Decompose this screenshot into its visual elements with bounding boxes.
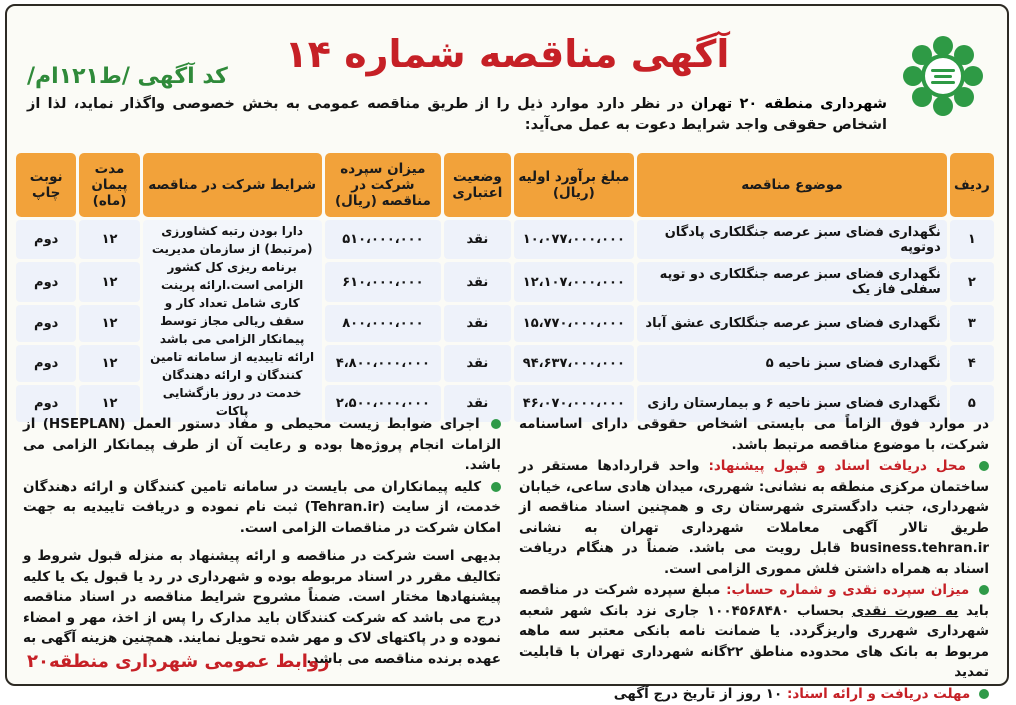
terms-paragraph: بدیهی است شرکت در مناقصه و ارائه پیشنهاد به منزله قبول شروط و تکالیف مقرر در اسناد مربوطه بوده و شهرداری در رد یا قبول یک یا کلیه پیشنهادها مختار است. ضمناً مشروح شرایط مناقصه در اسناد مناقصه درج می باشد که شرکت کنندگان باید مدارک را پس از اخذ، مهر و امضاء نموده و در پاکتهای لاک و مهر شده تحویل نمایند. همچنین هزینه آگهی به عهده برنده مناقصه می باشد.: [23, 548, 501, 667]
cell-duration: ۱۲: [79, 220, 139, 259]
cell-print: دوم: [16, 305, 76, 342]
document-location-label: محل دریافت اسناد و قبول پیشنهاد:: [708, 458, 967, 474]
cell-credit: نقد: [444, 345, 510, 382]
cell-duration: ۱۲: [79, 305, 139, 342]
tender-notice: [5, 4, 1009, 702]
deadline-text: ۱۰ روز از تاریخ درج آگهی: [613, 685, 783, 702]
cell-estimate: ۴۶،۰۷۰،۰۰۰،۰۰۰: [514, 385, 635, 422]
col-header-print: نوبت چاپ: [16, 153, 76, 217]
cell-subject: نگهداری فضای سبز ناحیه ۵: [637, 345, 947, 382]
cell-subject: نگهداری فضای سبز عرصه جنگلکاری پادگان دوتوپه: [637, 220, 947, 259]
cell-row-no: ۴: [950, 345, 994, 382]
intro-text: در نظر دارد موارد ذیل را از طریق مناقصه عمومی به بخش خصوصی واگذار نماید، لذا از اشخاص حقوقی واجد شرایط دعوت به عمل می‌آید:: [27, 96, 887, 133]
col-header-conditions: شرایط شرکت در مناقصه: [143, 153, 322, 217]
registration-text: کلیه پیمانکاران می بایست در سامانه تامین کنندگان و ارائه دهندگان خدمت، از سایت (Tehran.ir) ثبت نام نموده و دریافت تاییدیه به جهت امکان شرکت در مناقصات الزامی است.: [23, 478, 501, 536]
document-location-paragraph: [519, 456, 989, 579]
hseplan-paragraph: [23, 414, 501, 476]
cell-conditions: دارا بودن رتبه کشاورزی (مرتبط) از سازمان مدیریت برنامه ریزی کل کشور الزامی است.ارائه پرینت کاری شامل تعداد کار و سقف ریالی مجاز توسط پیمانکار الزامی می باشد ارائه تاییدیه از سامانه تامین کنندگان و ارائه دهندگان خدمت در روز بازگشایی پاکات: [143, 220, 322, 422]
table-row: [16, 220, 994, 259]
cell-row-no: ۱: [950, 220, 994, 259]
cell-row-no: ۲: [950, 262, 994, 301]
cell-deposit: ۴،۸۰۰،۰۰۰،۰۰۰: [325, 345, 442, 382]
cell-row-no: ۳: [950, 305, 994, 342]
cell-credit: نقد: [444, 305, 510, 342]
cell-deposit: ۸۰۰،۰۰۰،۰۰۰: [325, 305, 442, 342]
table-header-row: [16, 153, 994, 217]
deposit-text-b: بحساب ۱۰۰۴۵۶۸۴۸۰ جاری نزد بانک شهر شعبه شهرداری شهرری واریزگردد. یا ضمانت نامه بانکی معتبر سه ماهه مربوط به بانک های محدوده مناطق ۲۲گانه شهرداری تهران با قابلیت تمدید: [519, 602, 989, 680]
cell-subject: نگهداری فضای سبز ناحیه ۶ و بیمارستان رازی: [637, 385, 947, 422]
hseplan-text: اجرای ضوابط زیست محیطی و مفاد دستور العمل (HSEPLAN) از الزامات انجام پروژه‌ها بوده و رعایت آن از طرف پیمانکار الزامی می باشد.: [23, 416, 501, 473]
cell-deposit: ۵۱۰،۰۰۰،۰۰۰: [325, 220, 442, 259]
cell-estimate: ۱۲،۱۰۷،۰۰۰،۰۰۰: [514, 262, 635, 301]
cell-duration: ۱۲: [79, 385, 139, 422]
deadline-label: مهلت دریافت و ارائه اسناد:: [786, 685, 971, 702]
col-header-credit: وضعیت اعتباری: [444, 153, 510, 217]
cell-row-no: ۵: [950, 385, 994, 422]
col-header-row-no: ردیف: [950, 153, 994, 217]
cell-credit: نقد: [444, 262, 510, 301]
cell-deposit: ۶۱۰،۰۰۰،۰۰۰: [325, 262, 442, 301]
bullet-icon: [979, 585, 989, 595]
cell-print: دوم: [16, 220, 76, 259]
bullet-icon: [979, 461, 989, 471]
cell-print: دوم: [16, 345, 76, 382]
cell-subject: نگهداری فضای سبز عرصه جنگلکاری دو توپه سفلی فاز یک: [637, 262, 947, 301]
cell-print: دوم: [16, 262, 76, 301]
col-header-estimate: مبلغ برآورد اولیه (ریال): [514, 153, 635, 217]
cell-credit: نقد: [444, 220, 510, 259]
cell-estimate: ۱۵،۷۷۰،۰۰۰،۰۰۰: [514, 305, 635, 342]
deposit-paragraph: [519, 580, 989, 683]
deadline-paragraph: [519, 684, 989, 705]
intro-paragraph: [27, 94, 887, 136]
cell-estimate: ۱۰،۰۷۷،۰۰۰،۰۰۰: [514, 220, 635, 259]
tender-table: [13, 150, 997, 425]
cell-estimate: ۹۴،۶۳۷،۰۰۰،۰۰۰: [514, 345, 635, 382]
bullet-icon: [979, 689, 989, 699]
right-column: [519, 414, 989, 705]
col-header-duration: مدت پیمان (ماه): [79, 153, 139, 217]
bullet-icon: [491, 419, 501, 429]
document-location-text: واحد قراردادها مستقر در ساختمان مرکزی منطقه به نشانی: شهرری، میدان هادی ساعی، خیابان شهرداری، جنب دادگستری شهرستان ری و همچنین اسناد مناقصه از طریق تالار آگهی معاملات شهرداری تهران به نشانی business.tehran.ir قابل رویت می باشد.: [519, 458, 989, 556]
deposit-text-a: مبلغ سپرده شرکت در مناقصه باید: [519, 582, 990, 619]
intro-org: شهرداری منطقه ۲۰ تهران: [690, 96, 888, 112]
deposit-label: میزان سپرده نقدی و شماره حساب:: [726, 582, 970, 598]
cell-credit: نقد: [444, 385, 510, 422]
requirement-paragraph: در موارد فوق الزاماً می بایستی اشخاص حقوقی دارای اساسنامه شرکت، با موضوع مناقصه مرتبط باشد.: [519, 416, 989, 453]
left-column: [23, 414, 501, 670]
bullet-icon: [491, 482, 501, 492]
col-header-deposit: میزان سپرده شرکت در مناقصه (ریال): [325, 153, 442, 217]
cell-duration: ۱۲: [79, 262, 139, 301]
footer-signature: روابط عمومی شهرداری منطقه۲۰: [27, 651, 330, 672]
cell-deposit: ۲،۵۰۰،۰۰۰،۰۰۰: [325, 385, 442, 422]
deposit-cash: به صورت نقدی: [851, 602, 959, 619]
cell-duration: ۱۲: [79, 345, 139, 382]
cell-print: دوم: [16, 385, 76, 422]
page-title: آگهی مناقصه شماره ۱۴: [284, 32, 730, 76]
ad-code: کد آگهی /ط۱۲۱ام/: [27, 64, 228, 89]
cell-subject: نگهداری فضای سبز عرصه جنگلکاری عشق آباد: [637, 305, 947, 342]
flash-memory-note: ضمناً در هنگام دریافت اسناد به همراه داشتن فلش مموری الزامی است.: [519, 540, 989, 577]
col-header-subject: موضوع مناقصه: [637, 153, 947, 217]
registration-paragraph: [23, 477, 501, 539]
